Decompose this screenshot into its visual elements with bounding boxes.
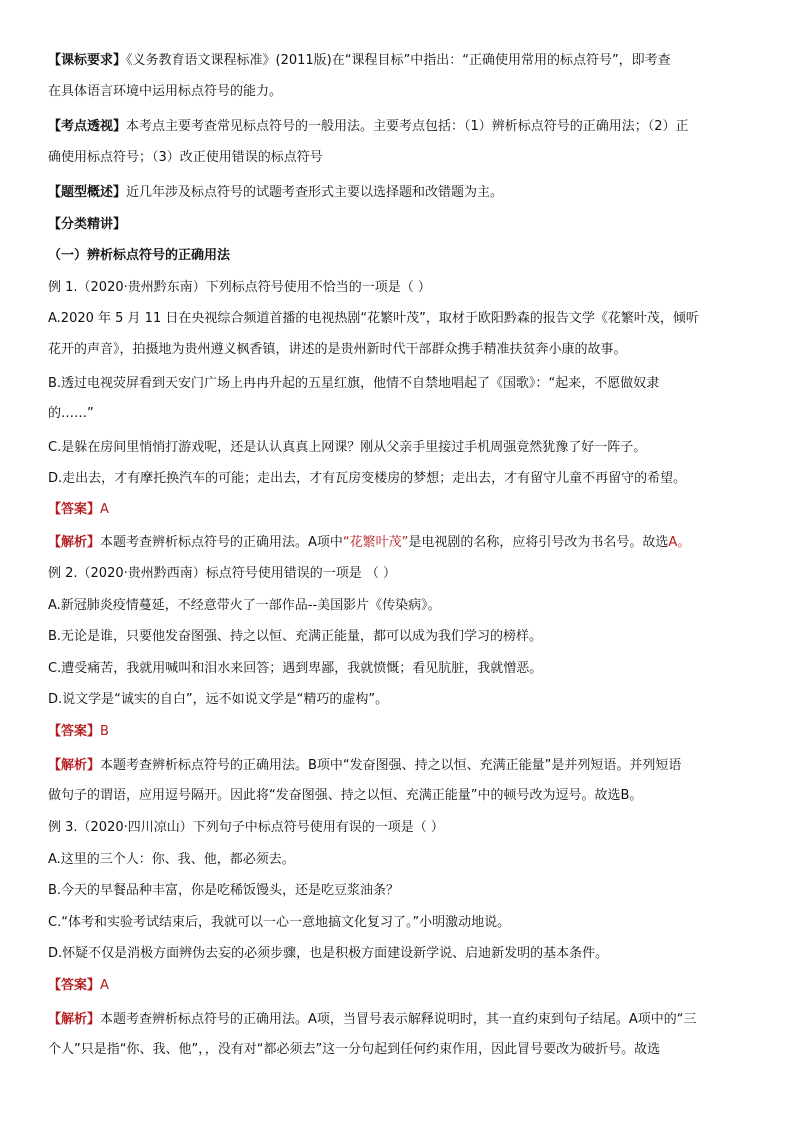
example-2-analysis-line-1: 【解析】本题考查辨析标点符号的正确用法。B项中“发奋图强、持之以恒、充满正能量”是并列短语。并列短语 xyxy=(48,758,682,773)
example-1-question: 例 1.（2020·贵州黔东南）下列标点符号使用不恰当的一项是（ ） xyxy=(48,280,431,295)
example-2-analysis-line-2: 做句子的谓语，应用逗号隔开。因此将“发奋图强、持之以恒、充满正能量”中的顿号改为逗号。故选B。 xyxy=(48,788,643,803)
example-3-option-c: C.“体考和实验考试结束后，我就可以一心一意地搞文化复习了。”小明激动地说。 xyxy=(48,915,511,930)
example-1-option-b-line-2: 的……” xyxy=(48,406,94,421)
example-3-analysis-line-1: 【解析】本题考查辨析标点符号的正确用法。A项，当冒号表示解释说明时，其一直约束到句子结尾。A项中的“三 xyxy=(48,1012,697,1027)
example-2-option-b: B.无论是谁，只要他发奋图强、持之以恒、充满正能量，都可以成为我们学习的榜样。 xyxy=(48,629,543,644)
example-3-question: 例 3.（2020·四川凉山）下列句子中标点符号使用有误的一项是（ ） xyxy=(48,820,444,835)
curriculum-requirement-line-1: 【课标要求】《义务教育语文课程标准》(2011版)在“课程目标”中指出：“正确使用常用的标点符号”，即考查 xyxy=(48,53,671,68)
exam-focus-line-2: 确使用标点符号；（3）改正使用错误的标点符号 xyxy=(48,150,323,165)
example-1-option-c: C.是躲在房间里悄悄打游戏呢，还是认认真真上网课？刚从父亲手里接过手机周强竟然犹豫了好一阵子。 xyxy=(48,440,647,455)
example-1-option-d: D.走出去，才有摩托换汽车的可能；走出去，才有瓦房变楼房的梦想；走出去，才有留守儿童不再留守的希望。 xyxy=(48,471,687,486)
example-2-option-a: A.新冠肺炎疫情蔓延，不经意带火了一部作品--美国影片《传染病》。 xyxy=(48,598,441,613)
example-3-answer: 【答案】A xyxy=(48,978,109,993)
example-1-option-a-line-1: A.2020 年 5 月 11 日在央视综合频道首播的电视热剧“花繁叶茂”，取材于欧阳黔森的报告文学《花繁叶茂，倾听 xyxy=(48,311,699,326)
example-1-answer: 【答案】A xyxy=(48,502,109,517)
example-1-option-b-line-1: B.透过电视荧屏看到天安门广场上冉冉升起的五星红旗，他情不自禁地唱起了《国歌》：“起来，不愿做奴隶 xyxy=(48,376,660,391)
example-2-option-d: D.说文学是“诚实的自白”，远不如说文学是“精巧的虚构”。 xyxy=(48,692,389,707)
example-2-question: 例 2.（2020·贵州黔西南）标点符号使用错误的一项是 （ ） xyxy=(48,566,397,581)
example-3-option-b: B.今天的早餐品种丰富，你是吃稀饭馒头，还是吃豆浆油条？ xyxy=(48,883,400,898)
question-type-overview: 【题型概述】近几年涉及标点符号的试题考查形式主要以选择题和改错题为主。 xyxy=(48,185,504,200)
example-3-option-d: D.怀疑不仅是消极方面辨伪去妄的必须步骤，也是积极方面建设新学说、启迪新发明的基本条件。 xyxy=(48,946,609,961)
example-3-analysis-line-2: 个人”只是指“你、我、他”，，没有对“都必须去”这一分句起到任何约束作用，因此冒号要改为破折号。故选 xyxy=(48,1042,661,1057)
example-1-analysis: 【解析】本题考查辨析标点符号的正确用法。A项中“花繁叶茂”是电视剧的名称，应将引号改为书名号。故选A。 xyxy=(48,535,691,550)
subsection-heading: （一）辨析标点符号的正确用法 xyxy=(48,248,231,263)
example-2-option-c: C.遭受痛苦，我就用喊叫和泪水来回答；遇到卑鄙，我就愤慨；看见肮脏，我就憎恶。 xyxy=(48,661,543,676)
exam-focus-line-1: 【考点透视】本考点主要考查常见标点符号的一般用法。主要考点包括：（1）辨析标点符号的正确用法；（2）正 xyxy=(48,119,689,134)
example-1-option-a-line-2: 花开的声音》，拍摄地为贵州遵义枫香镇，讲述的是贵州新时代干部群众携手精准扶贫奔小康的故事。 xyxy=(48,342,627,357)
example-3-option-a: A.这里的三个人：你、我、他，都必须去。 xyxy=(48,852,295,867)
section-heading: 【分类精讲】 xyxy=(48,217,127,232)
example-2-answer: 【答案】B xyxy=(48,724,109,739)
curriculum-requirement-line-2: 在具体语言环境中运用标点符号的能力。 xyxy=(48,84,283,99)
